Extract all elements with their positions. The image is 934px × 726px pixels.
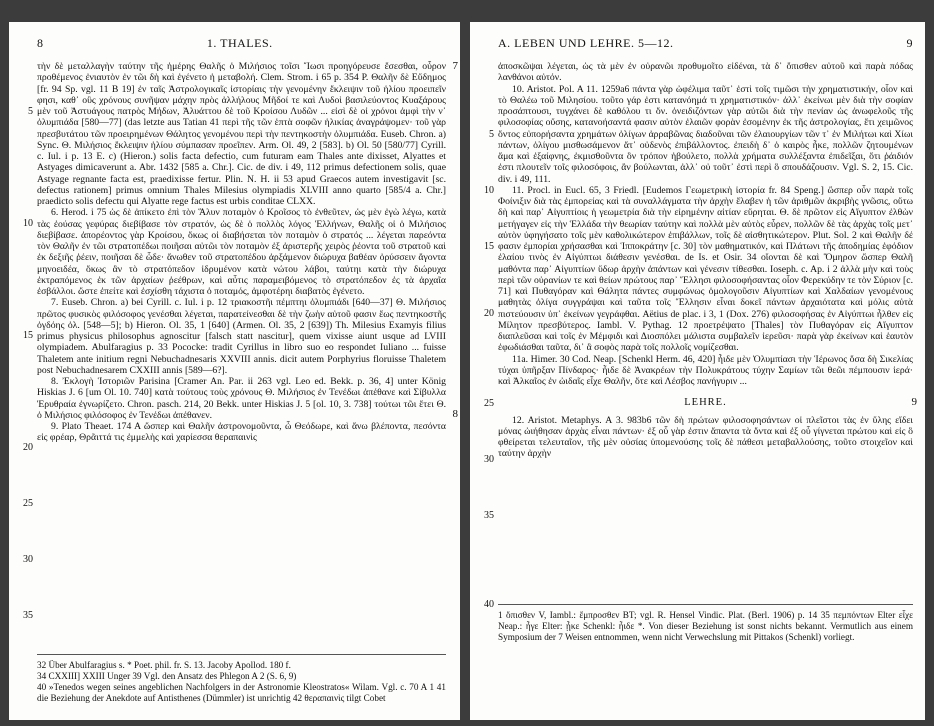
left-running-title: 1. THALES. [206,36,273,50]
footnote: 40 »Tenedos wegen seines angeblichen Nachfolgers in der Astronomie Kleostratos« Wilam. Vgl. c. 70 A 1 41 die Beziehung der Anekdote auf Antisthenes (Dümmler) ist unrichtig 42 θεραπαινὶς tilgt Cobet [37,682,446,703]
footnote: 1 ὄπισθεν V, Iambl.: ἔμπροσθεν BT; vgl. R. Hensel Vindic. Plat. (Berl. 1906) p. 14 35 πεμπόντων Elter εἶχε Neap.: ἦγε Elter: ᾖκε Schenkl: ἦιδε *. Von dieser Beziehung ist sonst nichts bekannt. Vermutlich aus einem Symposium der 7 Weisen entnommen, wenn nicht Verwechslung mit Pittakos (Schenkl) vorliegt. [498,610,913,642]
section-heading [498,396,917,409]
fragment-paragraph: 11. Procl. in Eucl. 65, 3 Friedl. [Eudemos Γεωμετρικὴ ἱστορία fr. 84 Speng.] ὥσπερ οὖν παρὰ τοῖς Φοίνιξιν διὰ τὰς ἐμπορείας καὶ τὰ συναλλάγματα τὴν ἀρχὴν ἔλαβεν ἡ τῶν ἀριθμῶν ἀκριβὴς γνῶσις, οὕτω δὴ καὶ παρ᾽ Αἰγυπτίοις ἡ γεωμετρία διὰ τὴν εἰρημένην αἰτίαν εὕρηται. Θ. δὲ πρῶτον εἰς Αἴγυπτον ἐλθὼν μετήγαγεν εἰς τὴν Ἑλλάδα τὴν θεωρίαν ταύτην καὶ πολλὰ μὲν αὐτὸς εὗρεν, πολλῶν δὲ τὰς ἀρχὰς τοῖς μετ᾽ αὐτὸν ὑφηγήσατο τοῖς μὲν καθολικώτερον ἐπιβάλλων, τοῖς δὲ αἰσθητικώτερον. Plut. Sol. 2 καὶ Θαλῆν δέ φασιν ἐμπορίαι χρήσασθαι καὶ Ἱπποκράτην [c. 30] τὸν μαθηματικόν, καὶ Πλάτωνι τῆς ἀποδημίας ἐφόδιον ἐλαίου τινὸς ἐν Αἰγύπτωι διάθεσιν γενέσθαι. de Is. et Osir. 34 οἴονται δὲ καὶ Ὅμηρον ὥσπερ Θαλῆ μαθόντα παρ᾽ Αἰγυπτίων ὕδωρ ἀρχὴν ἁπάντων καὶ γένεσιν τίθεσθαι. Ioseph. c. Ap. i 2 ἀλλὰ μὴν καὶ τοὺς περὶ τῶν οὐρανίων τε καὶ θείων πρώτους παρ᾽ Ἕλλησι φιλοσοφήσαντας οἷον Φερεκύδην τε τὸν Σύριον [c. 71] καὶ Πυθαγόραν καὶ Θάλητα πάντες συμφώνως ὁμολογοῦσιν Αἰγυπτίων καὶ Χαλδαίων γενομένους μαθητὰς ὀλίγα συγγράψαι καὶ ταῦτα τοῖς Ἕλλησιν εἶναι δοκεῖ πάντων ἀρχαιότατα καὶ μόλις αὐτὰ πιστεύουσιν ὑπ᾽ ἐκείνων γεγράφθαι. Aëtius de plac. i 3, 1 (Dox. 276) φιλοσοφήσας ἐν Αἰγύπτωι ἦλθεν εἰς Μίλητον πρεσβύτερος. Iambl. V. Pythag. 12 προετρέψατο [Thales] τὸν Πυθαγόραν εἰς Αἴγυπτον διαπλεῦσαι καὶ τοῖς ἐν Μέμφιδι καὶ Διοσπόλει μάλιστα συμβαλεῖν ἱερεῦσι· παρὰ γὰρ ἐκείνων καὶ ἑαυτὸν ἐφωδιάσθαι ταῦτα, δι᾽ ἃ σοφὸς παρὰ τοῖς πολλοῖς νομίζεσθαι. [498,184,913,354]
line-number: 35 [23,610,33,621]
line-number: 10 [484,185,494,196]
line-number: 5 [489,129,494,140]
line-number: 30 [23,554,33,565]
fragment-paragraph: ἀποσκῶψαι λέγεται, ὡς τὰ μὲν ἐν οὐρανῶι προθυμοῖτο εἰδέναι, τὰ δ᾽ ὄπισθεν αὐτοῦ καὶ παρὰ πόδας λανθάνοι αὐτόν. [498,61,913,84]
right-running-title: A. LEBEN UND LEHRE. 5—12. [498,36,674,50]
line-number: 15 [23,330,33,341]
line-number: 40 [484,599,494,610]
line-number: 35 [484,510,494,521]
fragment-paragraph: 6. Herod. i 75 ὡς δὲ ἀπίκετο ἐπὶ τὸν Ἅλυν ποταμὸν ὁ Κροῖσος τὸ ἐνθεῦτεν, ὡς μὲν ἐγὼ λέγω, κατὰ τὰς ἐούσας γεφύρας διεβίβασε τὸν στρατόν, ὡς δὲ ὁ πολλὸς λόγος Ἑλλήνων, Θαλῆς οἱ ὁ Μιλήσιος διεβίβασε. ἀπορέοντος γὰρ Κροίσου, ὅκως οἱ διαβήσεται τὸν ποταμὸν ὁ στρατός ... λέγεται παρεόντα τὸν Θαλῆν ἐν τῶι στρατοπέδωι ποιῆσαι αὐτῶι τὸν ποταμὸν ἐξ ἀριστερῆς χειρὸς ῥέοντα τοῦ στρατοῦ καὶ ἐκ δεξιῆς ῥέειν, ποιῆσαι δὲ ὧδε· ἄνωθεν τοῦ στρατοπέδου ἀρξάμενον διώρυχα βαθέαν ὀρύσσειν ἄγοντα μηνοειδέα, ὅκως ἂν τὸ στρατόπεδον ἱδρυμένον κατὰ νώτου λάβοι, ταύτηι κατὰ τὴν διώρυχα ἐκτραπόμενος ἐκ τῶν ἀρχαίων ῥεέθρων, καὶ αὖτις παραμειβόμενος τὸ στρατόπεδον ἐς τὰ ἀρχαῖα ἐσβάλλοι. ὥστε ἐπείτε καὶ ἐσχίσθη τάχιστα ὁ ποταμός, ἀμφοτέρηι διαβατὸς ἐγένετο. [37,207,446,297]
line-number: 20 [23,442,33,453]
left-page-header [37,36,446,52]
line-number: 25 [23,498,33,509]
line-number: 5 [28,106,33,117]
fragment-paragraph: τὴν δὲ μεταλλαγὴν ταύτην τῆς ἡμέρης Θαλῆς ὁ Μιλήσιος τοῖσι Ἴωσι προηγόρευσε ἔσεσθαι, οὖρον προθέμενος ἐνιαυτὸν ἐν τῶι δὴ καὶ ἐγένετο ἡ μεταβολή. Clem. Strom. i 65 p. 354 P. Θαλῆν δὲ Εὔδημος [fr. 94 Sp. vgl. 11 B 19] ἐν ταῖς Ἀστρολογικαῖς ἱστορίαις τὴν γενομένην ἔκλειψιν τοῦ ἡλίου προειπεῖν φησι, καθ᾽ οὓς χρόνους συνῆψαν μάχην πρὸς ἀλλήλους Μῆδοί τε καὶ Λυδοὶ βασιλεύοντος Κυαξάρους μὲν τοῦ Ἀστυάγους πατρὸς Μήδων, Ἀλυάττου δὲ τοῦ Κροίσου Λυδῶν ... εἰσὶ δὲ οἱ χρόνοι ἀμφὶ τὴν ν᾽ ὀλυμπιάδα [580—77] (das letzte aus Tatian 41 περὶ τῆς τῶν ἑπτὰ σοφῶν ἡλικίας ἀναγράψομεν· τοῦ γὰρ πρεσβυτάτου τῶν προειρημένων Θάλητος γενομένου περὶ τὴν πεντηκοστὴν ὀλυμπιάδα. Euseb. Chron. a) Sync. Θ. Μιλήσιος ἔκλειψιν ἡλίου σύμπασαν προεῖπεν. Arm. Ol. 49, 2 [583]. b) Ol. 50 [580/77] Cyrill. c. Iul. i p. 13 E. c) (Hieron.) solis facta defectio, cum futuram eam Thales ante dixisset, Alyattes et Astyages dimicaverunt a. Abr. 1432 [585 a. Chr.]. Cic. de div. i 49, 112 primus defectionem solis, quae Astyage regnante facta est, praedixisse fertur. Plin. N. H. ii 53 apud Graecos autem investigavit [sc. defectus rationem] primus omnium Thales Milesius olympiadis XLVIII anno quarto [585/4 a. Chr.] praedicto solis defectu qui Alyatte rege factus est urbis conditae CLXX. [37,61,446,207]
left-page [9,22,460,720]
line-number: 30 [484,454,494,465]
margin-number: 7 [452,60,458,72]
left-footnotes [37,654,446,704]
right-page [470,22,925,720]
footnote: 32 Über Abulfaragius s. * Poet. phil. fr. S. 13. Jacoby Apollod. 180 f. [37,660,291,670]
margin-number: 8 [452,408,458,420]
fragment-paragraph: 11a. Himer. 30 Cod. Neap. [Schenkl Herm. 46, 420] ἦιδε μὲν Ὀλυμπίασι τὴν Ἱέρωνος ὅσα δὴ Σικελίας τύχαι ὑπῆρξαν Πίνδαρος· ἦιδε δὲ Ἀνακρέων τὴν Πολυκράτους τύχην Σαμίων τῶι θεῶι πέμπουσιν ἱερά· καὶ Ἀλκαῖος ἐν ὠιδαῖς εἶχε Θαλῆν, ὅτε καὶ Λέσβος πανήγυριν ... [498,353,913,387]
line-number: 25 [484,398,494,409]
footnote: 34 CXXIII] XXIII Unger 39 Vgl. den Ansatz des Phlegon A 2 (S. 6, 9) [37,671,297,681]
fragment-paragraph: 12. Aristot. Metaphys. A 3. 983b6 τῶν δὴ πρώτων φιλοσοφησάντων οἱ πλεῖστοι τὰς ἐν ὕλης εἴδει μόνας ὠιήθησαν ἀρχὰς εἶναι πάντων· ἐξ οὗ γὰρ ἐστιν ἅπαντα τὰ ὄντα καὶ ἐξ οὗ γίγνεται πρώτου καὶ εἰς ὃ φθείρεται τελευταῖον, τῆς μὲν οὐσίας ὑπομενούσης τοῖς δὲ πάθεσι μεταβαλλούσης, τοῦτο στοιχεῖον καὶ ταύτην ἀρχὴν [498,414,913,460]
right-body-text [484,61,917,610]
fragment-paragraph: 10. Aristot. Pol. A 11. 1259a6 πάντα γὰρ ὠφέλιμα ταῦτ᾽ ἐστὶ τοῖς τιμῶσι τὴν χρηματιστικήν, οἷον καὶ τὸ Θαλέω τοῦ Μιλησίου. τοῦτο γάρ ἐστι κατανόημά τι χρηματιστικόν· ἀλλ᾽ ἐκείνωι μὲν διὰ τὴν σοφίαν προσάπτουσι, τυγχάνει δὲ καθόλου τι ὄν. ὀνειδιζόντων γὰρ αὐτῶι διὰ τὴν πενίαν ὡς ἀνωφελοῦς τῆς φιλοσοφίας οὔσης, κατανοήσαντά φασιν αὐτὸν ἐλαιῶν φορὰν ἐσομένην ἐκ τῆς ἀστρολογίας, ἔτι χειμῶνος ὄντος εὐπορήσαντα χρημάτων ὀλίγων ἀρραβῶνας διαδοῦναι τῶν ἐλαιουργίων τῶν τ᾽ ἐν Μιλήτωι καὶ Χίωι πάντων, ὀλίγου μισθωσάμενον ἅτ᾽ οὐδενὸς ἐπιβάλλοντος. ἐπειδὴ δ᾽ ὁ καιρὸς ἧκε, πολλῶν ζητουμένων ἅμα καὶ ἐξαίφνης, ἐκμισθοῦντα ὃν τρόπον ἠβούλετο, πολλὰ χρήματα συλλέξαντα ἐπιδεῖξαι, ὅτι ῥάιδιόν ἐστι πλουτεῖν τοῖς φιλοσόφοις, ἂν βούλωνται, ἀλλ᾽ οὐ τοῦτ᾽ ἐστὶ περὶ ὃ σπουδάζουσιν. Vgl. S. 2, 15. Cic. div. i 49, 111. [498,83,913,185]
fragment-paragraph: 9. Plato Theaet. 174 A ὥσπερ καὶ Θαλῆν ἀστρονομοῦντα, ὦ Θεόδωρε, καὶ ἄνω βλέποντα, πεσόντα εἰς φρέαρ, Θρᾶιττά τις ἐμμελὴς καὶ χαρίεσσα θεραπαινὶς [37,421,446,444]
line-number: 15 [484,241,494,252]
left-body-text [23,60,458,621]
right-page-header [498,36,913,52]
fragment-paragraph: 7. Euseb. Chron. a) bei Cyrill. c. Iul. i p. 12 τριακοστῆι πέμπτηι ὀλυμπιάδι [640—37] Θ. Μιλήσιος πρῶτος φυσικὸς φιλόσοφος γενέσθαι λέγεται, παρατείνεσθαι δὲ τὴν ζωὴν αὐτοῦ φασιν ἕως πεντηκοστῆς ὀγδόης ὀλ. [548—5]; b) Hieron. Ol. 35, 1 [640] (Armen. Ol. 35, 2 [639]) Th. Milesius Examyis filius primus physicus philosophus agnoscitur [falsch statt nascitur], quem vixisse aiunt usque ad LVIII olympiadem. Abulfaragius p. 33 Pococke: tradit Cyrillus in libro suo eo respondet Iuliano ... fuisse Thaletem ante initium regni Nebuchadnesaris XXVIII annis. dicit autem Porphyrius floruisse Thaletem post Nebuchadnesarem CXXIII annis [589—6?]. [37,297,446,376]
line-number: 10 [23,218,33,229]
right-page-number: 9 [906,36,913,50]
fragment-paragraph: 8. Ἐκλογὴ Ἱστοριῶν Parisina [Cramer An. Par. ii 263 vgl. Leo ed. Bekk. p. 36, 4] unter König Hiskias J. 6 [um Ol. 10. 740] κατὰ τούτους τοὺς χρόνους Θ. Μιλήσιος ἐν Τενέδωι ἀπέθανε καὶ Σίβυλλα Ἐρυθραία ἐγνωρίζετο. Chron. pasch. 214, 20 Bekk. unter Hiskias J. 5 [ol. 10, 3. 738] τούτωι τῶι ἔτει Θ. ὁ Μιλήσιος φιλόσοφος ἐν Τενέδωι ἀπέθανεν. [37,376,446,421]
line-number: 20 [484,308,494,319]
right-footnotes [498,604,913,643]
section-page-ref: 9 [911,396,917,409]
section-heading-text: LEHRE. [684,397,727,409]
left-page-number: 8 [37,36,44,50]
